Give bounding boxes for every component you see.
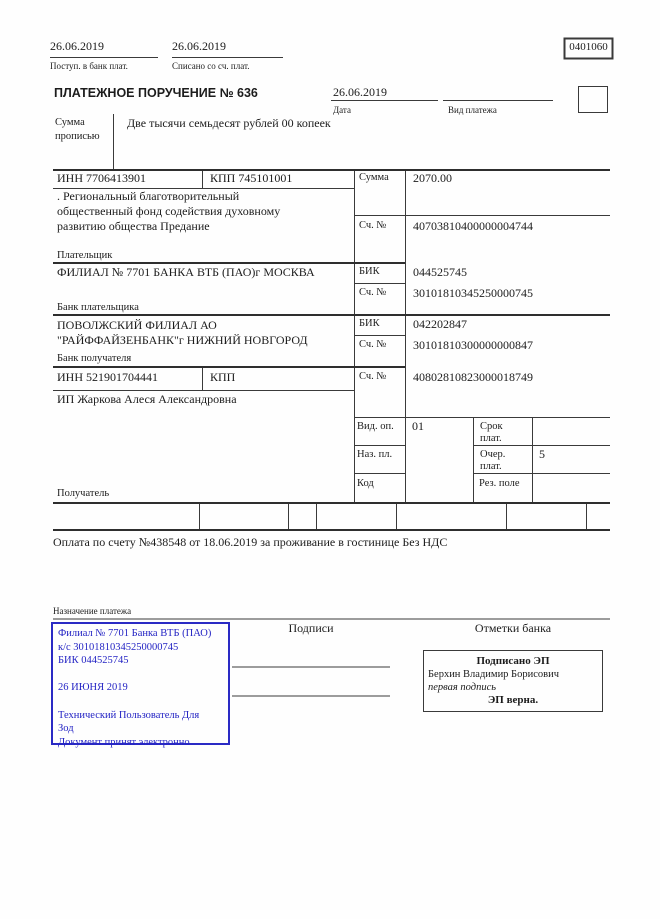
payer-bank-bik-label: БИК xyxy=(359,266,380,277)
payer-bank-account-value: 30101810345250000745 xyxy=(413,286,533,300)
pay-term-label-2: плат. xyxy=(480,433,502,444)
bank-marks-title: Отметки банка xyxy=(474,621,552,635)
esign-signature-kind: первая подпись xyxy=(428,682,497,693)
op-type-value: 01 xyxy=(412,419,424,433)
sum-label: Сумма xyxy=(359,172,389,183)
priority-value: 5 xyxy=(539,447,545,461)
doc-title: ПЛАТЕЖНОЕ ПОРУЧЕНИЕ № 636 xyxy=(54,86,258,100)
recipient-inn: ИНН 521901704441 xyxy=(57,370,158,384)
esignature-mark-box xyxy=(423,650,603,712)
payment-purpose-text: Оплата по счету №438548 от 18.06.2019 за проживание в гостинице Без НДС xyxy=(53,535,448,549)
payment-type-checkbox xyxy=(578,86,607,112)
payer-account-value: 40703810400000004744 xyxy=(413,219,533,233)
stamp-line: Документ принят электронно xyxy=(58,736,190,748)
esign-signer-name: Берхин Владимир Борисович xyxy=(428,669,559,680)
recipient-bank-bik-value: 042202847 xyxy=(413,317,467,331)
debited-date-label: Списано со сч. плат. xyxy=(172,61,250,71)
debited-date: 26.06.2019 xyxy=(172,39,226,53)
payer-bank-label: Банк плательщика xyxy=(57,302,139,313)
payer-name-line-2: общественный фонд содействия духовному xyxy=(57,204,281,218)
recipient-name: ИП Жаркова Алеся Александровна xyxy=(57,392,237,406)
op-type-label: Вид. оп. xyxy=(357,421,394,432)
pay-term-label-1: Срок xyxy=(480,421,503,432)
priority-label-2: плат. xyxy=(480,461,502,472)
stamp-line: Зод xyxy=(58,723,74,735)
payment-type-label: Вид платежа xyxy=(448,105,497,115)
payment-purpose-label: Назначение платежа xyxy=(53,606,132,616)
recipient-bank-account-value: 30101810300000000847 xyxy=(413,338,533,352)
received-date: 26.06.2019 xyxy=(50,39,104,53)
doc-date: 26.06.2019 xyxy=(333,85,387,99)
sum-value: 2070.00 xyxy=(413,171,452,185)
recipient-kpp: КПП xyxy=(210,370,236,384)
doc-date-label: Дата xyxy=(333,105,351,115)
stamp-line: Технический Пользователь Для xyxy=(58,709,200,721)
payer-bank-bik-value: 044525745 xyxy=(413,265,467,279)
amount-words-label-2: прописью xyxy=(55,131,100,142)
payer-name-line-1: . Региональный благотворительный xyxy=(57,189,240,203)
payer-name-line-3: развитию общества Предание xyxy=(57,219,210,233)
amount-words-label-1: Сумма xyxy=(55,117,85,128)
priority-label-1: Очер. xyxy=(480,449,506,460)
esign-signed-title: Подписано ЭП xyxy=(476,655,550,667)
recipient-bank-name-2: "РАЙФФАЙЗЕНБАНК"г НИЖНИЙ НОВГОРОД xyxy=(57,333,308,347)
stamp-line: БИК 044525745 xyxy=(58,655,129,667)
stamp-line: 26 ИЮНЯ 2019 xyxy=(58,682,128,694)
payer-label: Плательщик xyxy=(57,250,113,261)
stamp-line: Филиал № 7701 Банка ВТБ (ПАО) xyxy=(58,628,212,639)
reserve-field-label: Рез. поле xyxy=(479,478,520,489)
stamp-line xyxy=(58,695,223,709)
signatures-title: Подписи xyxy=(288,621,334,635)
code-label: Код xyxy=(357,478,374,489)
amount-in-words: Две тысячи семьдесят рублей 00 копеек xyxy=(127,116,331,130)
form-code: 0401060 xyxy=(569,41,608,53)
stamp-line: к/с 30101810345250000745 xyxy=(58,641,179,653)
recipient-bank-name-1: ПОВОЛЖСКИЙ ФИЛИАЛ АО xyxy=(57,318,217,332)
payer-kpp: КПП 745101001 xyxy=(210,171,293,185)
recipient-bank-account-label: Сч. № xyxy=(359,339,387,350)
recipient-bank-bik-label: БИК xyxy=(359,318,380,329)
purpose-code-label: Наз. пл. xyxy=(357,449,393,460)
recipient-label: Получатель xyxy=(57,488,110,499)
payer-inn: ИНН 7706413901 xyxy=(57,171,146,185)
received-date-label: Поступ. в банк плат. xyxy=(50,61,128,71)
recipient-account-label: Сч. № xyxy=(359,371,387,382)
payer-account-label: Сч. № xyxy=(359,220,387,231)
bank-stamp xyxy=(51,622,230,748)
recipient-bank-label: Банк получателя xyxy=(57,353,132,364)
payer-bank-name: ФИЛИАЛ № 7701 БАНКА ВТБ (ПАО)г МОСКВА xyxy=(57,265,315,279)
payer-bank-account-label: Сч. № xyxy=(359,287,387,298)
esign-verified: ЭП верна. xyxy=(487,694,539,706)
recipient-account-value: 40802810823000018749 xyxy=(413,370,533,384)
stamp-line xyxy=(58,668,223,682)
